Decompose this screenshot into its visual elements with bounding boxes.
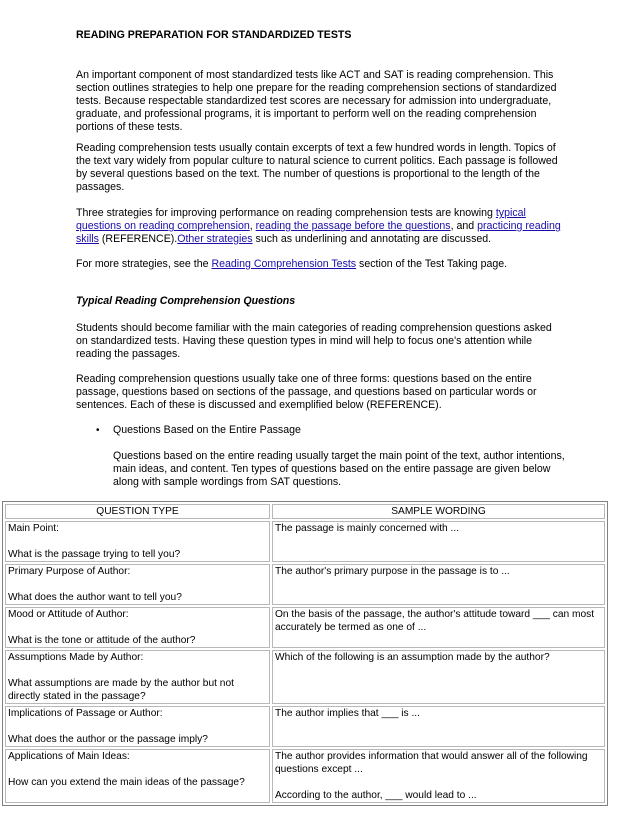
table-row (5, 564, 605, 605)
sample-wording-cell (272, 564, 605, 605)
table-row (5, 607, 605, 648)
forms-paragraph (76, 373, 564, 412)
strategies-text-1: Three strategies for improving performance on reading comprehension tests are knowing (76, 207, 496, 219)
question-types-table (2, 501, 608, 806)
question-type-cell (5, 650, 270, 704)
question-type-cell (5, 607, 270, 648)
document-title: READING PREPARATION FOR STANDARDIZED TESTS (76, 29, 352, 41)
forms-text: Reading comprehension questions usually take one of three forms: questions based on the entire passage, questions based on sections of the passage, and questions based on particular words or sentences. Each of these is discussed and exemplified below (REFERENCE). (76, 373, 537, 411)
sample-wording-cell (272, 607, 605, 648)
sample-wording-cell (272, 650, 605, 704)
question-type-label: Main Point: (8, 523, 59, 534)
more-text-1: For more strategies, see the (76, 258, 212, 270)
sample-wording: The passage is mainly concerned with ... (275, 523, 460, 534)
link-typical-questions[interactable]: typical questions on reading comprehension (76, 207, 526, 232)
sample-wording: On the basis of the passage, the author's attitude toward ___ can most accurately be termed as one of ... (275, 609, 595, 633)
table-header-row (5, 504, 605, 519)
strategies-text (76, 207, 564, 246)
sample-wording: The author provides information that would answer all of the following questions except ... (275, 751, 588, 775)
entire-passage-text: Questions based on the entire reading usually target the main point of the text, author intentions, main ideas, and content. Ten types of questions based on the entire passage are given below along with sample wordings from SAT questions. (113, 450, 565, 488)
question-text: How can you extend the main ideas of the passage? (8, 777, 245, 788)
question-type-cell (5, 521, 270, 562)
section-heading: Typical Reading Comprehension Questions (76, 295, 296, 307)
sample-wording-cell (272, 706, 605, 747)
link-practicing-reading-skills[interactable]: practicing reading skills (76, 220, 561, 245)
question-text: What does the author or the passage imply? (8, 734, 208, 745)
sample-wording-cell (272, 749, 605, 803)
strategies-text-2: , (249, 220, 256, 232)
link-reading-passage-before-questions[interactable]: reading the passage before the questions (255, 220, 451, 232)
sample-wording: The author's primary purpose in the passage is to ... (275, 566, 510, 577)
question-text: What is the passage trying to tell you? (8, 549, 181, 560)
more-text-2: section of the Test Taking page. (356, 258, 508, 270)
link-other-strategies[interactable]: Other strategies (177, 233, 253, 245)
more-strategies-paragraph (76, 258, 564, 271)
question-text: What is the tone or attitude of the author? (8, 635, 196, 646)
excerpts-text: Reading comprehension tests usually contain excerpts of text a few hundred words in length. Topics of the text vary widely from popular culture to natural science to current politics. Each passage is followed by several questions based on the text. The number of questions is proportional to the length of the passages. (76, 142, 558, 193)
strategies-text-4: (REFERENCE). (98, 233, 178, 245)
intro-paragraph (76, 69, 564, 134)
strategies-text-5: such as underlining and annotating are discussed. (252, 233, 492, 245)
question-text: What does the author want to tell you? (8, 592, 182, 603)
sample-wording: Which of the following is an assumption made by the author? (275, 652, 550, 663)
intro-text: An important component of most standardized tests like ACT and SAT is reading comprehension. This section outlines strategies to help one prepare for the reading comprehension sections of standardized tests. Because respectable standardized test scores are necessary for admission into undergraduate, graduate, and professional programs, it is important to perform well on the reading comprehension portions of these tests. (76, 69, 557, 133)
familiar-paragraph (76, 322, 564, 361)
question-text: What assumptions are made by the author but not directly stated in the passage? (8, 678, 234, 702)
header-question-type: QUESTION TYPE (5, 504, 270, 519)
more-strategies-text (76, 258, 564, 271)
question-type-cell (5, 706, 270, 747)
excerpts-paragraph (76, 142, 564, 194)
question-type-label: Applications of Main Ideas: (8, 751, 130, 762)
question-type-label: Mood or Attitude of Author: (8, 609, 129, 620)
strategies-text-3: , and (450, 220, 478, 232)
entire-passage-paragraph (113, 450, 568, 489)
table-row (5, 650, 605, 704)
familiar-text: Students should become familiar with the main categories of reading comprehension questions asked on standardized tests. Having these question types in mind will help to focus one's attention while reading the passages. (76, 322, 552, 360)
strategies-paragraph (76, 207, 564, 246)
link-reading-comprehension-tests[interactable]: Reading Comprehension Tests (211, 258, 357, 270)
table-row (5, 521, 605, 562)
sample-wording-cell (272, 521, 605, 562)
bullet-icon: • (96, 425, 100, 436)
sample-wording-secondary: According to the author, ___ would lead to ... (275, 790, 477, 801)
question-type-label: Implications of Passage or Author: (8, 708, 163, 719)
question-type-cell (5, 749, 270, 803)
sample-wording: The author implies that ___ is ... (275, 708, 420, 719)
question-type-cell (5, 564, 270, 605)
bullet-label: Questions Based on the Entire Passage (113, 424, 301, 436)
question-type-label: Primary Purpose of Author: (8, 566, 131, 577)
table-row (5, 749, 605, 803)
header-sample-wording: SAMPLE WORDING (272, 504, 605, 519)
table-row (5, 706, 605, 747)
question-type-label: Assumptions Made by Author: (8, 652, 144, 663)
